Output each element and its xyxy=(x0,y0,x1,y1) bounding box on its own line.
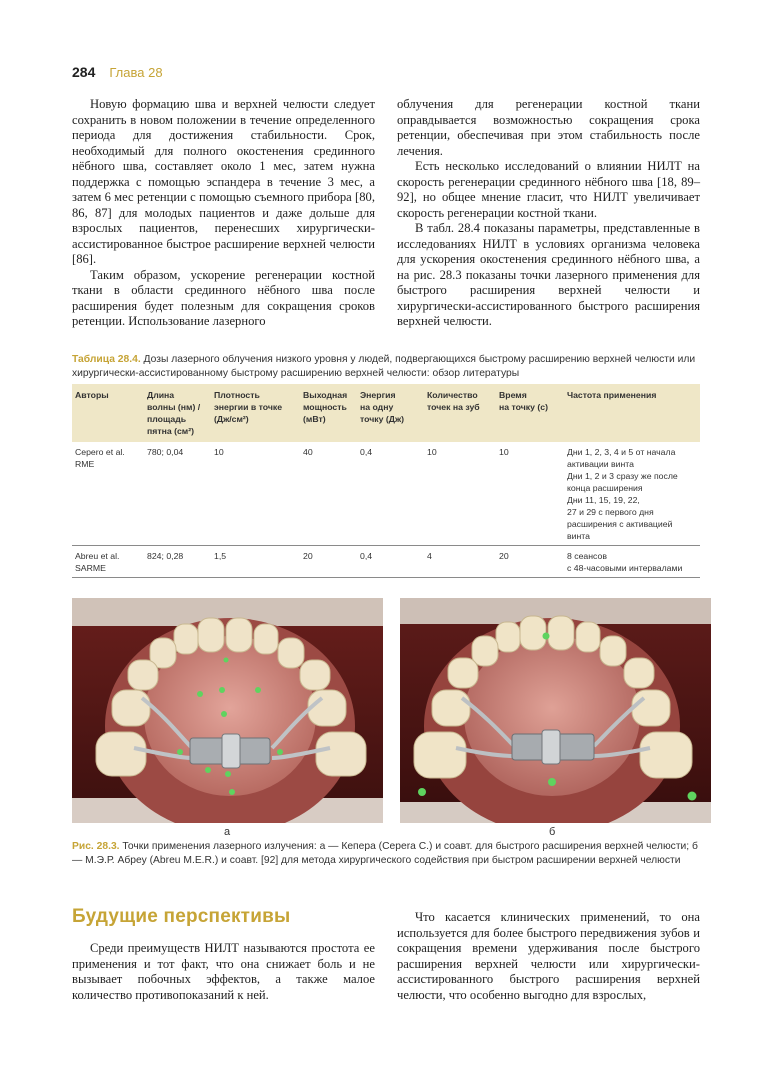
cell-points: 4 xyxy=(424,546,496,578)
dental-photo-a xyxy=(72,598,383,823)
paragraph: Что касается клинических применений, то она используется для более быстрого передвижения зубов и сокращения времени удерживания после быстрого расширения верхней челюсти или хирургически-ассистированного быстрого расширения верхней челюсти, что особенно выгодно для взрослых, xyxy=(397,910,700,1002)
paragraph: облучения для регенерации костной ткани оправдывается возможностью сокращения срока ретенции, обеспечивая при этом стабильность после лечения. xyxy=(397,97,700,158)
paragraph: Таким образом, ускорение регенерации костной ткани в области срединного нёбного шва после расширения будет полезным для сокращения сроков ретенции. Использование лазерного xyxy=(72,267,375,328)
dental-photo-b xyxy=(400,598,711,823)
header-authors: Авторы xyxy=(72,384,144,442)
header-wavelength: Длина волны (нм) / площадь пятна (см²) xyxy=(144,384,211,442)
figure-caption-text: Точки применения лазерного излучения: а — Кепера (Cepera C.) и соавт. для быстрого расширения верхней челюсти; б — М.Э.Р. Абреу (Abreu M.E.R.) и соавт. [92] для метода хирургического содействия при быстром расширении верхней челюсти xyxy=(72,841,698,866)
cell-frequency: Дни 1, 2, 3, 4 и 5 от начала активации винта Дни 1, 2 и 3 сразу же после конца расширения Дни 11, 15, 19, 22, 27 и 29 с первого дня расширения с активацией винта xyxy=(567,447,678,541)
column-right-bottom xyxy=(397,910,700,1003)
table-caption xyxy=(72,353,700,380)
column-left-top xyxy=(72,97,375,330)
cell-frequency: 8 сеансов с 48-часовыми интервалами xyxy=(564,546,700,578)
cell-wavelength: 824; 0,28 xyxy=(144,546,211,578)
figure-label-b: б xyxy=(549,826,556,838)
cell-density: 10 xyxy=(214,447,224,457)
column-left-bottom xyxy=(72,941,375,1003)
running-header xyxy=(72,64,163,84)
table-caption-label: Таблица 28.4. xyxy=(72,354,141,365)
header-frequency: Частота применения xyxy=(564,384,700,442)
paragraph: Среди преимуществ НИЛТ называются простота ее применения и тот факт, что она снижает боль и не вызывает побочных эффектов, а также малое количество противопоказаний к ней. xyxy=(72,941,375,1002)
header-output-power: Выходная мощность (мВт) xyxy=(300,384,357,442)
cell-time: 20 xyxy=(496,546,564,578)
paragraph: Есть несколько исследований о влиянии НИЛТ на скорость регенерации срединного нёбного шва [18, 89–92], но общее мнение гласит, что НИЛТ увеличивает скорость регенерации костной ткани. xyxy=(397,159,700,220)
figure-label-a: а xyxy=(224,826,231,838)
figure-caption xyxy=(72,840,700,867)
cell-author: Abreu et al. SARME xyxy=(72,546,144,578)
figure-caption-label: Рис. 28.3. xyxy=(72,841,120,852)
header-points-per-tooth: Количество точек на зуб xyxy=(424,384,496,442)
table-caption-text: Дозы лазерного облучения низкого уровня у людей, подвергающихся быстрому расширению верхней челюсти или хирургически-ассистированному быстрому расширению верхней челюсти: обзор литературы xyxy=(72,354,696,379)
paragraph: В табл. 28.4 показаны параметры, представленные в исследованиях НИЛТ в условиях организма человека для ускорения окостенения срединного нёбного шва, а на рис. 28.3 показаны точки лазерного применения для быстрого расширения верхней челюсти и хирургически-ассистированного быстрого расширения верхней челюсти. xyxy=(397,221,700,328)
header-energy-per-point: Энергия на одну точку (Дж) xyxy=(357,384,424,442)
cell-energy: 0,4 xyxy=(357,546,424,578)
cell-points: 10 xyxy=(427,447,437,457)
figure-photo-a xyxy=(72,598,383,823)
header-time-per-point: Время на точку (с) xyxy=(496,384,564,442)
cell-author: Cepero et al. RME xyxy=(75,447,125,469)
figure-photo-b xyxy=(400,598,711,823)
cell-energy: 0,4 xyxy=(360,447,373,457)
chapter-title: Глава 28 xyxy=(109,65,163,80)
laser-dose-table xyxy=(72,384,700,578)
column-right-top xyxy=(397,97,700,330)
table-row xyxy=(72,546,700,578)
paragraph: Новую формацию шва и верхней челюсти следует сохранить в новом положении в течение определенного периода для достижения стабильности. Срок, необходимый для полного окостенения срединного нёбного шва, составляет около 1 мес, затем нужна поддержка с помощью эспандера в течение 3 мес, а затем 6 мес ретенции с помощью съемного прибора [80, 86, 87] для молодых пациентов и даже дольше для взрослых пациентов, перенесших хирургически-ассистированное быстрое расширение верхней челюсти [86]. xyxy=(72,97,375,266)
table-header-row xyxy=(72,384,700,442)
cell-wavelength: 780; 0,04 xyxy=(147,447,184,457)
cell-power: 40 xyxy=(303,447,313,457)
cell-power: 20 xyxy=(300,546,357,578)
header-energy-density: Плотность энергии в точке (Дж/см²) xyxy=(211,384,300,442)
table-row xyxy=(72,442,700,546)
cell-time: 10 xyxy=(499,447,509,457)
section-heading: Будущие перспективы xyxy=(72,906,291,927)
cell-density: 1,5 xyxy=(211,546,300,578)
page-number: 284 xyxy=(72,64,96,80)
